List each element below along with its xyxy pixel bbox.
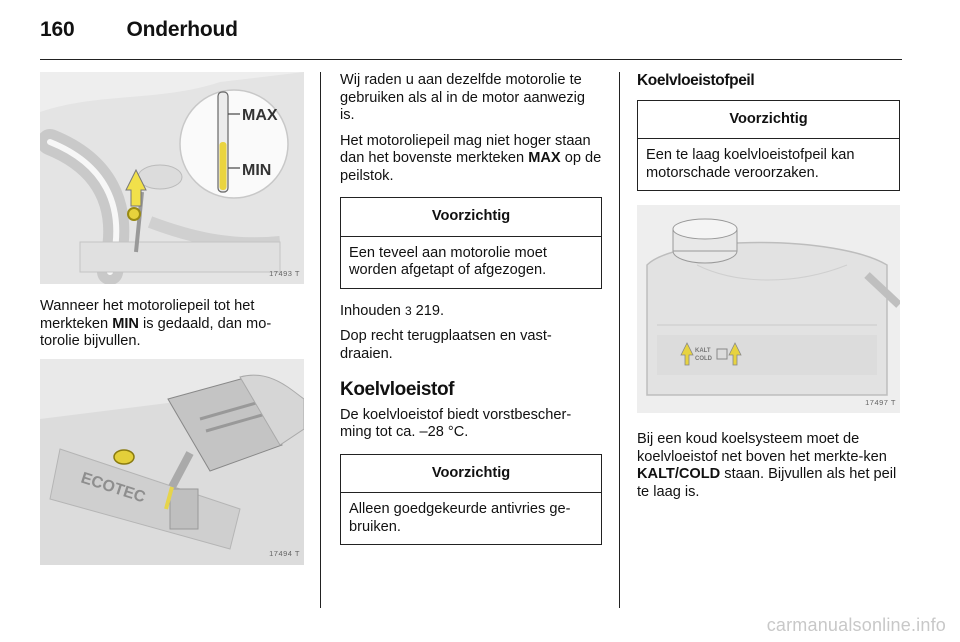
figure-code: 17493 T <box>269 268 300 278</box>
caution-box-coolant <box>637 100 900 192</box>
subheading-coolant-level: Koelvloeistofpeil <box>637 72 755 89</box>
oil-fill-illustration <box>40 359 304 565</box>
section-title-coolant: Koelvloeistof <box>340 379 455 400</box>
column-2 <box>340 72 602 559</box>
figure-code: 17494 T <box>269 549 300 558</box>
ecotec-logo: ECOTEC <box>78 469 148 506</box>
column-divider-1 <box>320 72 321 608</box>
caution-title: Voorzichtig <box>638 101 899 140</box>
oil-level-paragraph: Wanneer het motoroliepeil tot het merkteken MIN is gedaald, dan mo-torolie bijvullen. <box>40 298 272 349</box>
column-divider-2 <box>619 72 620 608</box>
cap-instruction: Dop recht terugplaatsen en vast-draaien. <box>340 328 552 362</box>
column-1 <box>40 72 304 565</box>
caution-box-antifreeze <box>340 454 602 546</box>
column-3 <box>637 72 900 509</box>
capacity-reference: Inhouden 3 219. <box>340 302 445 319</box>
oil-fill-figure <box>40 359 304 565</box>
tank-mark-label-line1: KALT <box>695 348 711 354</box>
coolant-level-paragraph: Bij een koud koelsysteem moet de koelvloeistof net boven het merkte-ken KALT/COLD staan. Bijvullen als het peil te laag is. <box>637 431 897 500</box>
watermark: carmanualsonline.info <box>766 615 946 635</box>
page-header <box>40 18 238 42</box>
coolant-tank-illustration <box>637 205 900 413</box>
oil-max-paragraph: Het motoroliepeil mag niet hoger staan dan het bovenste merkteken MAX op de peilstok. <box>340 132 602 184</box>
tank-mark-label-line2: COLD <box>695 356 712 362</box>
oil-recommendation-paragraph: Wij raden u aan dezelfde motorolie te gebruiken als al in de motor aanwezig is. <box>340 72 585 123</box>
caution-text: Een te laag koelvloeistofpeil kan motorschade veroorzaken. <box>646 147 855 181</box>
figure-code: 17497 T <box>865 397 896 407</box>
page-reference-arrow-icon: 3 <box>404 303 412 318</box>
caution-title: Voorzichtig <box>341 455 601 494</box>
max-mark-label: MAX <box>242 107 278 124</box>
caution-box-oil <box>340 197 602 289</box>
caution-text: Alleen goedgekeurde antivries ge-bruiken. <box>349 501 571 535</box>
chapter-title: Onderhoud <box>126 18 238 41</box>
page-number: 160 <box>40 18 75 41</box>
dipstick-figure <box>40 72 304 284</box>
min-mark-label: MIN <box>242 162 272 179</box>
header-rule <box>40 59 902 60</box>
coolant-tank-figure <box>637 205 900 413</box>
dipstick-illustration <box>40 72 304 284</box>
caution-title: Voorzichtig <box>341 198 601 237</box>
caution-text: Een teveel aan motorolie moet worden afgetapt of afgezogen. <box>349 244 547 278</box>
coolant-frost-paragraph: De koelvloeistof biedt vorstbescher-ming tot ca. –28 °C. <box>340 406 572 440</box>
